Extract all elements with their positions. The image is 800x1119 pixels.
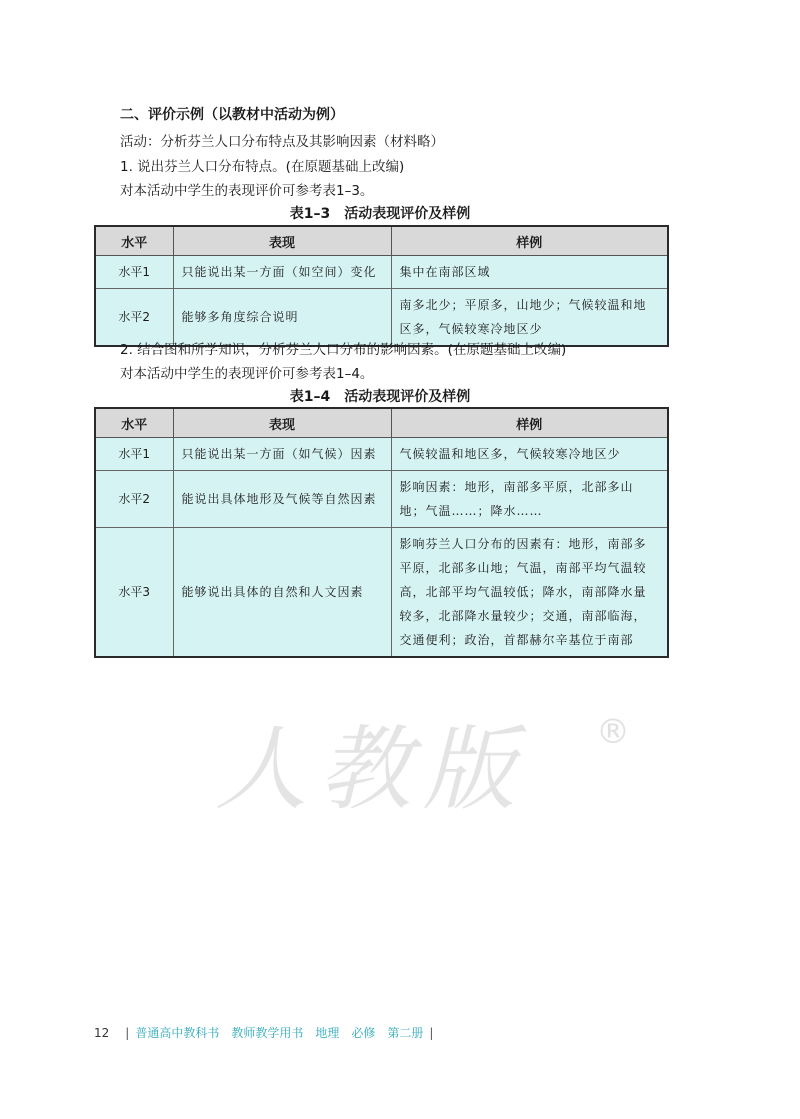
table-header-row bbox=[95, 226, 668, 256]
example-cell: 影响芬兰人口分布的因素有：地形，南部多平原，北部多山地；气温，南部平均气温较高，北部平均气温较低；降水，南部降水量较多，北部降水量较少；交通，南部临海，交通便利；政治，首都赫尔辛基位于南部 bbox=[391, 528, 668, 658]
performance-cell: 能说出具体地形及气候等自然因素 bbox=[173, 471, 391, 528]
table-1-4 bbox=[94, 407, 669, 658]
table-row bbox=[95, 471, 668, 528]
header-performance: 表现 bbox=[173, 408, 391, 438]
example-cell: 气候较温和地区多，气候较寒冷地区少 bbox=[391, 438, 668, 471]
registered-mark: ® bbox=[596, 712, 630, 752]
table-1-3-caption: 表1–3 活动表现评价及样例 bbox=[289, 206, 471, 222]
level-cell: 水平1 bbox=[95, 438, 173, 471]
table-1-4-caption: 表1–4 活动表现评价及样例 bbox=[289, 389, 471, 405]
performance-cell: 只能说出某一方面（如气候）因素 bbox=[173, 438, 391, 471]
performance-cell: 能够多角度综合说明 bbox=[173, 289, 391, 347]
table-row bbox=[95, 528, 668, 658]
page-number: 12 bbox=[94, 1026, 110, 1040]
performance-cell: 能够说出具体的自然和人文因素 bbox=[173, 528, 391, 658]
question-2-reference: 对本活动中学生的表现评价可参考表1–4。 bbox=[120, 366, 374, 382]
level-cell: 水平2 bbox=[95, 289, 173, 347]
activity-line: 活动：分析芬兰人口分布特点及其影响因素（材料略） bbox=[120, 134, 444, 150]
header-example: 样例 bbox=[391, 226, 668, 256]
question-1-reference: 对本活动中学生的表现评价可参考表1–3。 bbox=[120, 183, 374, 199]
book-series: 普通高中教科书 教师教学用书 地理 必修 第二册 bbox=[135, 1026, 424, 1040]
table-row bbox=[95, 256, 668, 289]
page-footer bbox=[94, 1024, 439, 1041]
table-row bbox=[95, 438, 668, 471]
footer-divider: | bbox=[125, 1026, 130, 1040]
level-cell: 水平3 bbox=[95, 528, 173, 658]
header-level: 水平 bbox=[95, 408, 173, 438]
publisher-watermark: 人教版 bbox=[215, 716, 528, 823]
header-performance: 表现 bbox=[173, 226, 391, 256]
footer-divider: | bbox=[429, 1026, 434, 1040]
performance-cell: 只能说出某一方面（如空间）变化 bbox=[173, 256, 391, 289]
example-cell: 影响因素：地形，南部多平原，北部多山地；气温……；降水…… bbox=[391, 471, 668, 528]
level-cell: 水平2 bbox=[95, 471, 173, 528]
table-header-row bbox=[95, 408, 668, 438]
example-cell: 南多北少；平原多，山地少；气候较温和地区多，气候较寒冷地区少 bbox=[391, 289, 668, 347]
header-level: 水平 bbox=[95, 226, 173, 256]
header-example: 样例 bbox=[391, 408, 668, 438]
table-1-3 bbox=[94, 225, 669, 347]
question-1: 1. 说出芬兰人口分布特点。(在原题基础上改编) bbox=[120, 159, 405, 175]
level-cell: 水平1 bbox=[95, 256, 173, 289]
section-title: 二、评价示例（以教材中活动为例） bbox=[120, 107, 344, 123]
example-cell: 集中在南部区域 bbox=[391, 256, 668, 289]
question-2: 2. 结合图和所学知识，分析芬兰人口分布的影响因素。(在原题基础上改编) bbox=[120, 342, 567, 358]
